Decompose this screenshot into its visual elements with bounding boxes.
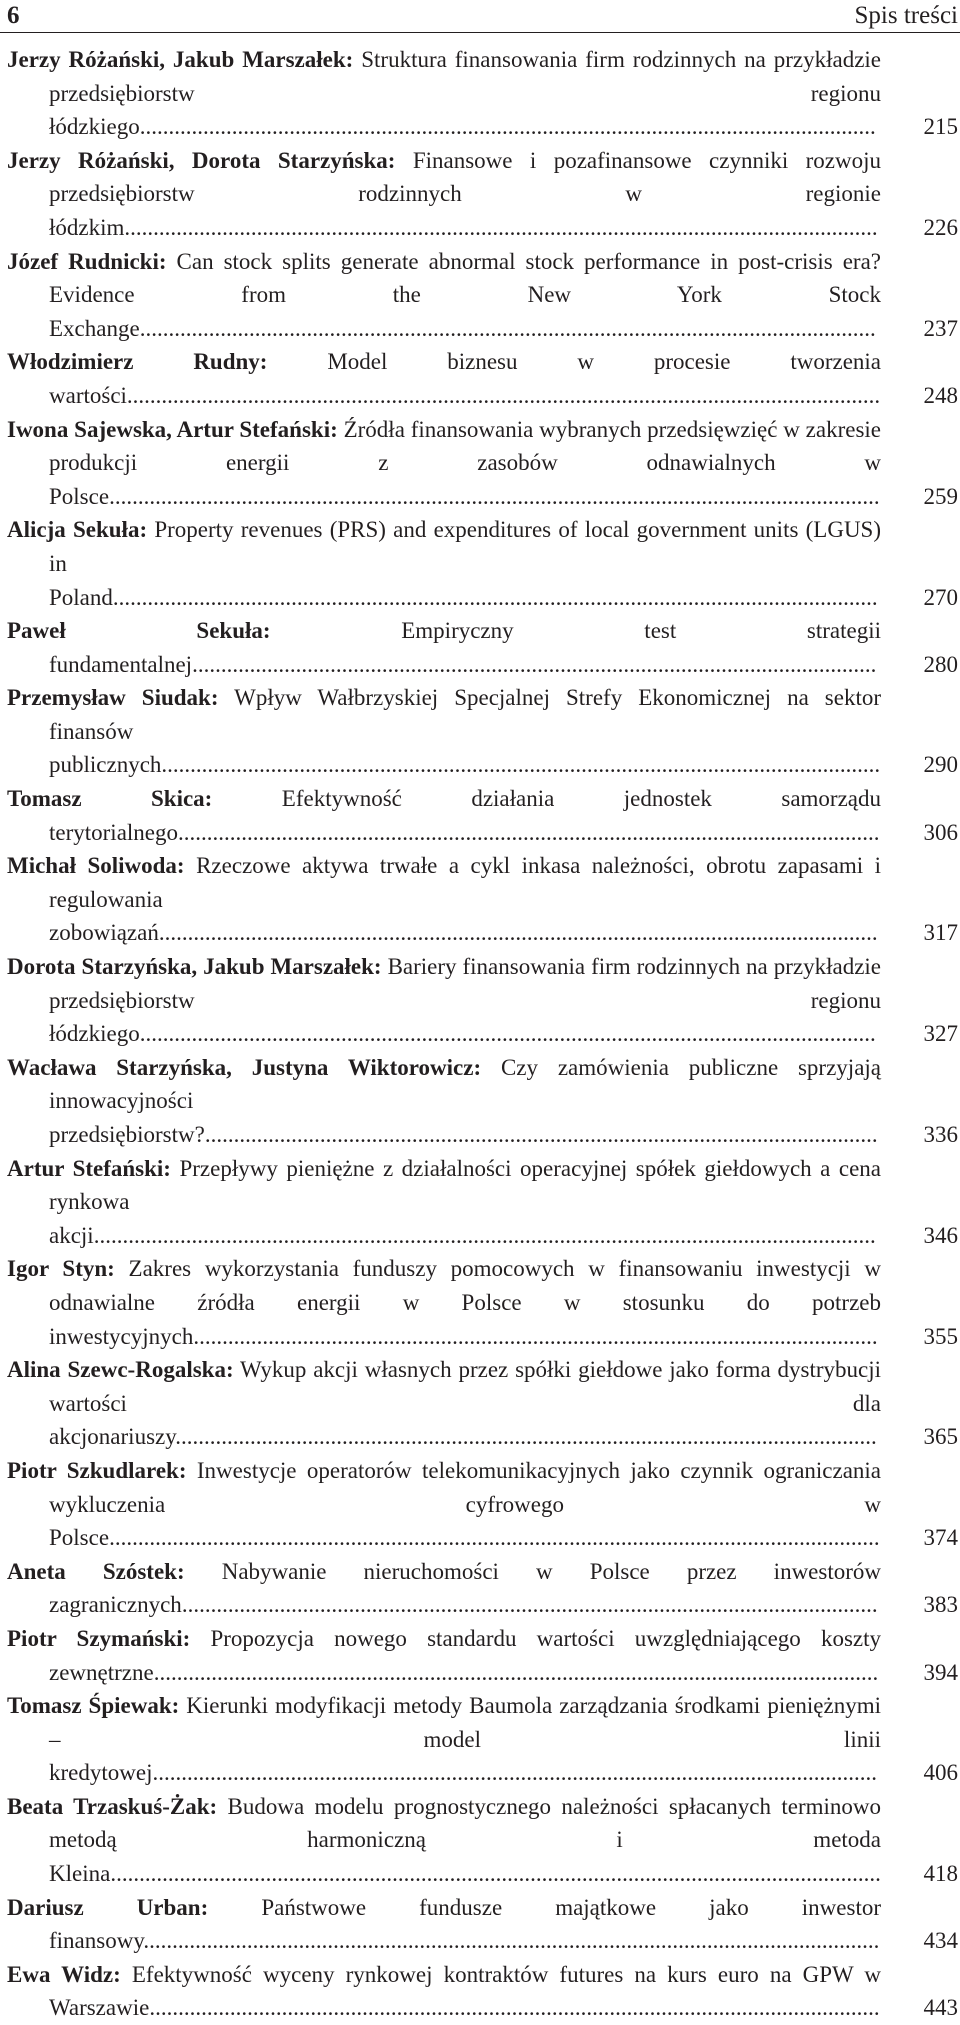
dot-leader: ................................................................................................................................... [124, 214, 878, 240]
toc-entry-page: 406 [923, 1760, 958, 1786]
toc-entry[interactable] [7, 1454, 958, 1555]
toc-entry[interactable] [7, 1051, 958, 1152]
dot-leader: ...................................................................................................................................... [109, 483, 880, 509]
toc-entry-authors: Ewa Widz: [7, 1961, 121, 1987]
toc-entry[interactable] [7, 1555, 958, 1622]
toc-entry-title: Finansowe i pozafinansowe czynniki rozwoju przedsiębiorstw rodzinnych w regionie łódzkim [49, 147, 881, 240]
toc-entry-authors: Alina Szewc-Rogalska: [7, 1357, 234, 1383]
toc-entry-title: Budowa modelu prognostycznego należności spłacanych terminowo metodą harmoniczną i metoda Kleina [49, 1793, 882, 1887]
toc-entry-authors: Alicja Sekuła: [7, 517, 148, 543]
toc-entry-page: 394 [923, 1659, 958, 1685]
toc-entry[interactable] [7, 1689, 958, 1790]
toc-entry-authors: Igor Styn: [7, 1256, 115, 1282]
toc-entry-title: Przepływy pieniężne z działalności operacyjnej spółek giełdowych a cena rynkowa akcji [49, 1155, 882, 1248]
dot-leader: ....................................................................................................................... [192, 651, 877, 677]
toc-entry[interactable] [7, 245, 958, 346]
toc-entry[interactable] [7, 1958, 958, 2025]
toc-entry[interactable] [7, 1790, 958, 1891]
toc-entry-page: 374 [923, 1525, 958, 1551]
toc-entry-page: 365 [923, 1424, 958, 1450]
toc-entry[interactable] [7, 681, 958, 782]
toc-entry-authors: Dorota Starzyńska, Jakub Marszałek: [7, 954, 382, 980]
toc-entry-title: Rzeczowe aktywa trwałe a cykl inkasa należności, obrotu zapasami i regulowania zobowiązań [49, 853, 882, 946]
toc-entry-authors: Jerzy Różański, Jakub Marszałek: [7, 47, 354, 72]
toc-entry-authors: Beata Trzaskuś-Żak: [7, 1793, 218, 1819]
toc-entry[interactable] [7, 1353, 958, 1454]
toc-entry-page: 280 [923, 651, 958, 677]
dot-leader: .......................................................................................................................... [178, 819, 880, 845]
table-of-contents [7, 43, 958, 2025]
toc-entry-authors: Dariusz Urban: [7, 1894, 209, 1920]
dot-leader: ...................................................................................................................................... [110, 1861, 881, 1887]
toc-entry[interactable] [7, 950, 958, 1051]
toc-entry-authors: Michał Soliwoda: [7, 853, 185, 879]
toc-entry[interactable] [7, 144, 958, 245]
toc-entry-title: Bariery finansowania firm rodzinnych na przykładzie przedsiębiorstw regionu łódzkiego [49, 954, 882, 1047]
dot-leader: ..................................................................................................................................... [112, 584, 878, 610]
toc-entry-page: 346 [923, 1222, 958, 1248]
header-rule [0, 32, 960, 33]
page-number: 6 [7, 2, 20, 29]
toc-entry-title: Struktura finansowania firm rodzinnych na przykładzie przedsiębiorstw regionu łódzkiego [49, 47, 882, 140]
toc-entry-authors: Aneta Szóstek: [7, 1558, 185, 1584]
toc-entry-title: Property revenues (PRS) and expenditures of local government units (LGUS) in Poland [49, 517, 882, 610]
toc-entry-page: 336 [923, 1122, 958, 1147]
dot-leader: ..................................................................................................................... [204, 1122, 878, 1147]
toc-entry-page: 306 [923, 819, 958, 845]
toc-entry-authors: Tomasz Skica: [7, 786, 213, 812]
toc-entry-title: Źródła finansowania wybranych przedsięwzięć w zakresie produkcji energii z zasobów odnawialnych w Polsce [49, 416, 881, 509]
dot-leader: ................................................................................................................................ [139, 114, 876, 140]
toc-entry[interactable] [7, 1152, 958, 1253]
toc-entry-page: 237 [923, 315, 958, 341]
toc-entry-title: Zakres wykorzystania funduszy pomocowych w finansowaniu inwestycji w odnawialne źródła energii w Polsce w stosunku do potrzeb inwestycyjnych [49, 1256, 881, 1349]
toc-entry-page: 418 [923, 1861, 958, 1887]
toc-entry-authors: Piotr Szkudlarek: [7, 1457, 187, 1483]
toc-entry-title: Efektywność działania jednostek samorządu terytorialnego [49, 786, 882, 845]
toc-entry-title: Kierunki modyfikacji metody Baumola zarządzania środkami pieniężnymi – model linii kredytowej [49, 1693, 881, 1786]
toc-entry-title: Empiryczny test strategii fundamentalnej [49, 618, 882, 677]
toc-entry-title: Nabywanie nieruchomości w Polsce przez inwestorów zagranicznych [49, 1558, 881, 1618]
toc-entry-page: 290 [923, 752, 958, 778]
toc-entry-authors: Piotr Szymański: [7, 1625, 191, 1651]
dot-leader: ......................................................................................................................... [181, 1592, 878, 1618]
toc-entry-title: Czy zamówienia publiczne sprzyjają innowacyjności przedsiębiorstw? [49, 1054, 881, 1147]
toc-entry-authors: Paweł Sekuła: [7, 618, 271, 644]
toc-entry[interactable] [7, 614, 958, 681]
toc-entry[interactable] [7, 849, 958, 950]
toc-entry-title: Inwestycje operatorów telekomunikacyjnych jako czynnik ograniczania wykluczenia cyfrowego w Polsce [49, 1457, 882, 1551]
toc-entry[interactable] [7, 1252, 958, 1353]
toc-entry-page: 327 [923, 1021, 958, 1047]
toc-entry[interactable] [7, 1891, 958, 1958]
dot-leader: ................................................................................................................................... [126, 382, 881, 408]
toc-entry-title: Efektywność wyceny rynkowej kontraktów futures na kurs euro na GPW w Warszawie [49, 1961, 882, 2021]
dot-leader: ................................................................................................................................ [143, 1928, 880, 1954]
toc-entry[interactable] [7, 345, 958, 412]
toc-entry-authors: Iwona Sajewska, Artur Stefański: [7, 416, 338, 442]
toc-entry-page: 317 [923, 920, 958, 946]
toc-entry-page: 270 [923, 584, 958, 610]
toc-entry-title: Can stock splits generate abnormal stock performance in post-crisis era? Evidence from the New York Stock Exchange [49, 248, 882, 341]
toc-entry[interactable] [7, 43, 958, 144]
toc-entry[interactable] [7, 1622, 958, 1689]
toc-entry-title: Model biznesu w procesie tworzenia wartości [49, 349, 882, 408]
toc-entry-page: 215 [923, 114, 958, 140]
toc-entry-page: 259 [923, 483, 958, 509]
toc-entry[interactable] [7, 513, 958, 614]
dot-leader: ............................................................................................................................. [161, 752, 881, 778]
toc-entry-authors: Józef Rudnicki: [7, 248, 167, 274]
toc-entry-authors: Jerzy Różański, Dorota Starzyńska: [7, 147, 396, 173]
dot-leader: ............................................................................................................................... [149, 1995, 880, 2021]
toc-entry-authors: Włodzimierz Rudny: [7, 349, 268, 375]
toc-entry-authors: Wacława Starzyńska, Justyna Wiktorowicz: [7, 1054, 482, 1080]
running-title: Spis treści [854, 2, 958, 29]
toc-entry-page: 383 [923, 1592, 958, 1618]
page-header [0, 0, 960, 30]
dot-leader: ....................................................................................................................... [193, 1323, 878, 1349]
toc-entry-authors: Przemysław Siudak: [7, 685, 219, 711]
toc-entry-title: Propozycja nowego standardu wartości uwzględniającego koszty zewnętrzne [49, 1625, 882, 1685]
dot-leader: .......................................................................................................................... [175, 1424, 877, 1450]
toc-entry-authors: Tomasz Śpiewak: [7, 1693, 180, 1719]
dot-leader: ...................................................................................................................................... [109, 1525, 880, 1551]
dot-leader: ............................................................................................................................. [158, 920, 878, 946]
toc-entry-page: 226 [923, 214, 958, 240]
toc-entry-page: 443 [923, 1995, 958, 2021]
dot-leader: ........................................................................................................................................ [93, 1222, 876, 1248]
dot-leader: .............................................................................................................................. [152, 1760, 877, 1786]
toc-entry-title: Wykup akcji własnych przez spółki giełdowe jako forma dystrybucji wartości dla akcjonariuszy [49, 1357, 881, 1450]
dot-leader: .............................................................................................................................. [153, 1659, 879, 1685]
toc-entry-page: 434 [923, 1928, 958, 1954]
toc-entry-title: Wpływ Wałbrzyskiej Specjalnej Strefy Ekonomicznej na sektor finansów publicznych [49, 685, 881, 778]
toc-entry-page: 355 [923, 1323, 958, 1349]
toc-entry[interactable] [7, 413, 958, 514]
toc-entry-page: 248 [923, 382, 958, 408]
dot-leader: ................................................................................................................................ [139, 1021, 876, 1047]
toc-entry-authors: Artur Stefański: [7, 1155, 171, 1181]
dot-leader: ................................................................................................................................ [139, 315, 876, 341]
toc-entry-title: Państwowe fundusze majątkowe jako inwestor finansowy [49, 1894, 881, 1954]
toc-entry[interactable] [7, 782, 958, 849]
